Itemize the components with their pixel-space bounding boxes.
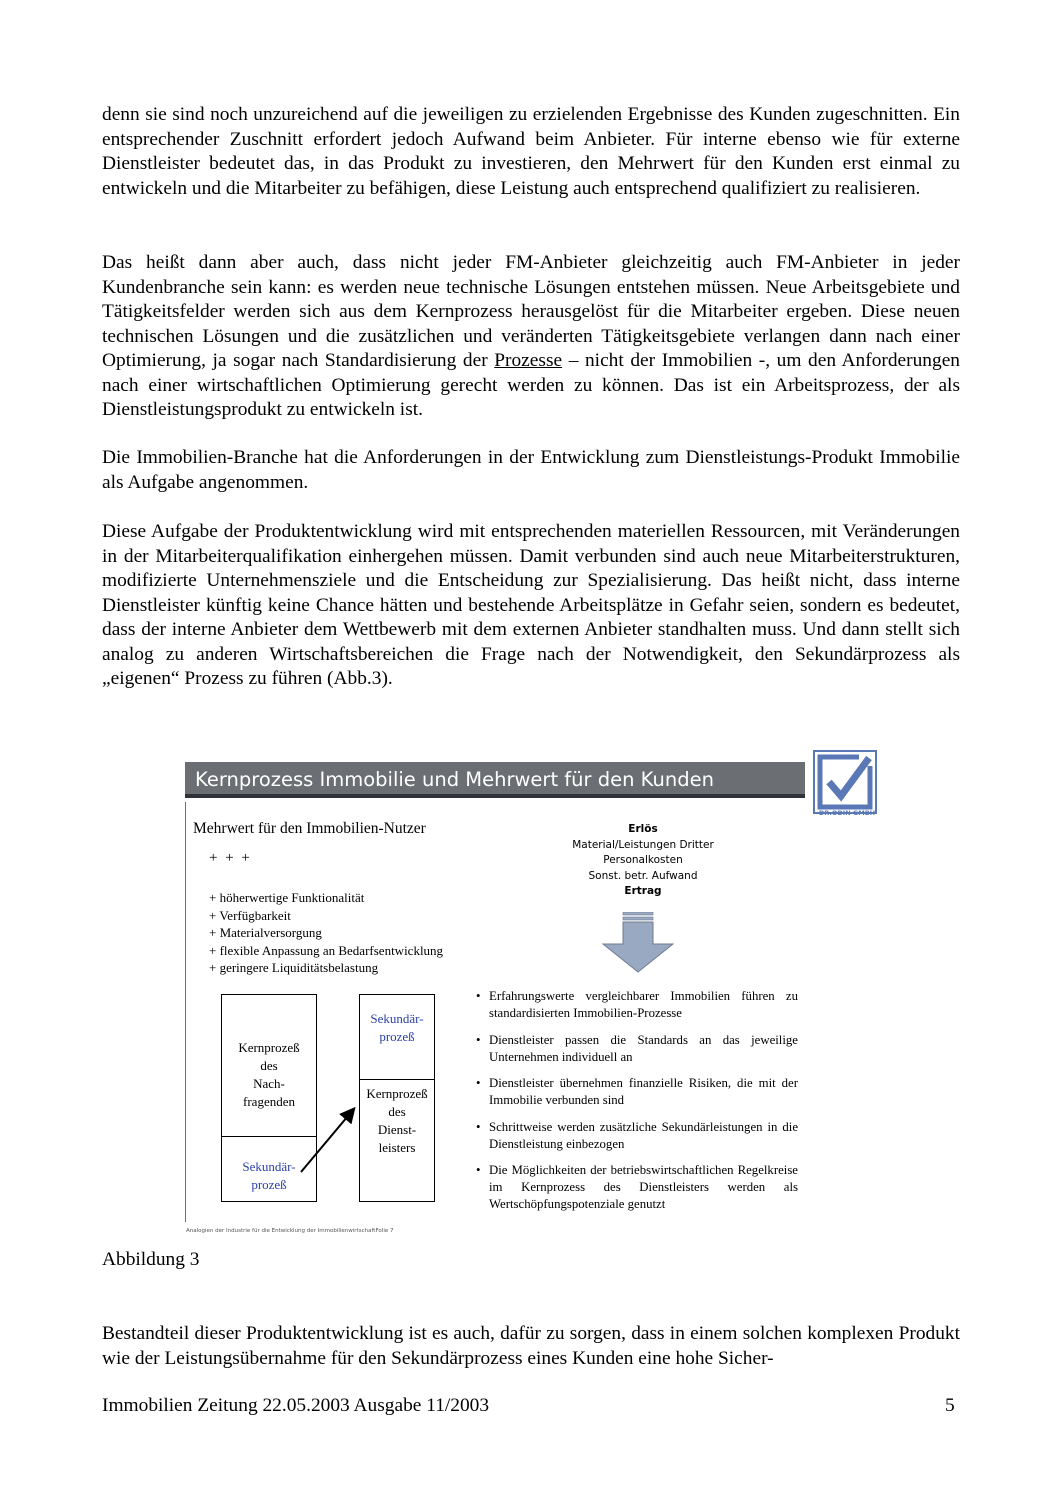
box-label-line: fragenden — [243, 1094, 295, 1109]
ertrag-label: Ertrag — [624, 885, 662, 897]
erloes-heading: Erlös — [628, 823, 658, 835]
benefit-item: + flexible Anpassung an Bedarfsentwicklung — [209, 942, 444, 958]
plus-marks: + + + — [209, 850, 252, 866]
transfer-arrow-icon — [295, 1076, 385, 1186]
bullet-item: • Dienstleister übernehmen finanzielle Risiken, die mit der Immobilie verbunden sind — [476, 1075, 798, 1109]
bullet-list — [476, 988, 798, 1223]
benefit-list — [209, 889, 443, 977]
logo-text: DR.ODIN GMBH — [818, 809, 876, 817]
paragraph-4: Diese Aufgabe der Produktentwicklung wird mit entsprechenden materiellen Ressourcen, mit Veränderungen in der Mitarbeiterqualifikation einhergehen müssen. Damit verbunden sind auch neue Mitarbeiterstrukturen, modifizierte Unternehmensziele und die Entscheidung zur Spezialisierung. Das heißt nicht, dass interne Dienstleister künftig keine Chance hätten und bestehende Arbeitsplätze in Gefahr seien, sondern es bedeutet, dass der interne Anbieter dem Wettbewerb mit dem externen Anbieter standhalten muss. Und dann stellt sich analog zu anderen Wirtschaftsbereichen die Frage nach der Notwendigkeit, den Sekundärprozess als „eigenen“ Prozess zu führen (Abb.3). — [102, 521, 960, 689]
erloes-line: Personalkosten — [603, 854, 683, 866]
benefit-item: + Materialversorgung — [209, 925, 322, 940]
box-label-line: Kernprozeß — [366, 1086, 428, 1101]
box-label-line: prozeß — [251, 1177, 287, 1192]
down-arrow-icon — [601, 912, 675, 974]
paragraph-2-text-b: – nicht der Immobilien -, um den Anforderungen nach einer wirtschaftlichen Optimierung gerecht werden zu können. Das ist ein Arbeitsprozess, der als Dienstleistungsprodukt zu entwickeln ist. — [102, 350, 960, 420]
box-label-line: des — [260, 1058, 278, 1073]
erloes-line: Sonst. betr. Aufwand — [588, 869, 698, 882]
paragraph-5: Bestandteil dieser Produktentwicklung ist es auch, dafür zu sorgen, dass in einem solchen komplexen Produkt wie der Leistungsübernahme für den Sekundärprozess eines Kunden eine hohe Sicher- — [102, 1323, 960, 1369]
page-number: 5 — [945, 1395, 955, 1416]
box-label-line: Dienst- — [377, 1122, 417, 1137]
box-label-line: Sekundär- — [242, 1159, 296, 1174]
erloes-block — [543, 822, 743, 900]
figure-title: Kernprozess Immobilie und Mehrwert für den Kunden — [185, 762, 805, 798]
figure-kernprozess — [183, 746, 883, 1246]
footer-publication: Immobilien Zeitung 22.05.2003 Ausgabe 11/2003 — [102, 1395, 490, 1416]
box-label-line: leisters — [378, 1140, 416, 1155]
box-label-line: prozeß — [379, 1029, 415, 1044]
box-label-line: Sekundär- — [370, 1011, 424, 1026]
box-right-top-label — [360, 1010, 434, 1046]
erloes-line: Material/Leistungen Dritter — [572, 838, 714, 851]
figure-source: Analogien der Industrie für die Entwicklung der ImmobilienwirtschaftFolie 7 — [186, 1228, 394, 1234]
paragraph-2-text-a: Das heißt dann aber auch, dass nicht jeder FM-Anbieter gleichzeitig auch FM-Anbieter in jeder Kundenbranche sein kann: es werden neue technische Lösungen entstehen müssen. Neue Arbeitsgebiete und Tätigkeitsfelder werden sich aus dem Kernprozess herausgelöst für die Mitarbeiter ergeben. Diese neuen technischen Lösungen und die zusätzlichen und veränderten Tätigkeitsgebiete verlangen dann nach einer Optimierung, ja sogar nach Standardisierung der — [102, 252, 960, 371]
paragraph-3: Die Immobilien-Branche hat die Anforderungen in der Entwicklung zum Dienstleistungs-Produkt Immobilie als Aufgabe angenommen. — [102, 447, 960, 493]
paragraph-2 — [102, 251, 960, 423]
bullet-item: • Schrittweise werden zusätzliche Sekundärleistungen in die Dienstleistung einbezogen — [476, 1119, 798, 1153]
figure-frame-line — [185, 802, 186, 1222]
bullet-item: • Dienstleister passen die Standards an das jeweilige Unternehmen individuell an — [476, 1032, 798, 1066]
benefit-item: + geringere Liquiditätsbelastung — [209, 960, 379, 975]
paragraph-1: denn sie sind noch unzureichend auf die jeweiligen zu erzielenden Ergebnisse des Kunden zugeschnitten. Ein entsprechender Zuschnitt erfordert jedoch Aufwand beim Anbieter. Für interne ebenso wie für externe Dienstleister bedeutet das, in das Produkt zu investieren, den Mehrwert für den Kunden erst einmal zu entwickeln und die Mitarbeiter zu befähigen, diese Leistung auch entsprechend qualifiziert zu realisieren. — [102, 104, 960, 199]
figure-caption: Abbildung 3 — [102, 1249, 200, 1270]
benefit-item: + Verfügbarkeit — [209, 907, 291, 923]
benefit-item: + höherwertige Funktionalität — [209, 890, 365, 905]
bullet-item: • Die Möglichkeiten der betriebswirtschaftlichen Regelkreise im Kernprozess des Dienstleisters werden als Wertschöpfungspotenziale genutzt — [476, 1162, 798, 1213]
box-label-line: Nach- — [253, 1076, 285, 1091]
mehrwert-heading: Mehrwert für den Immobilien-Nutzer — [193, 820, 426, 837]
box-label-line: Kernprozeß — [238, 1040, 300, 1055]
prozesse-link[interactable]: Prozesse — [494, 350, 563, 371]
box-label-line: des — [388, 1104, 406, 1119]
bullet-item: • Erfahrungswerte vergleichbarer Immobilien führen zu standardisierten Immobilien-Prozesse — [476, 988, 798, 1022]
